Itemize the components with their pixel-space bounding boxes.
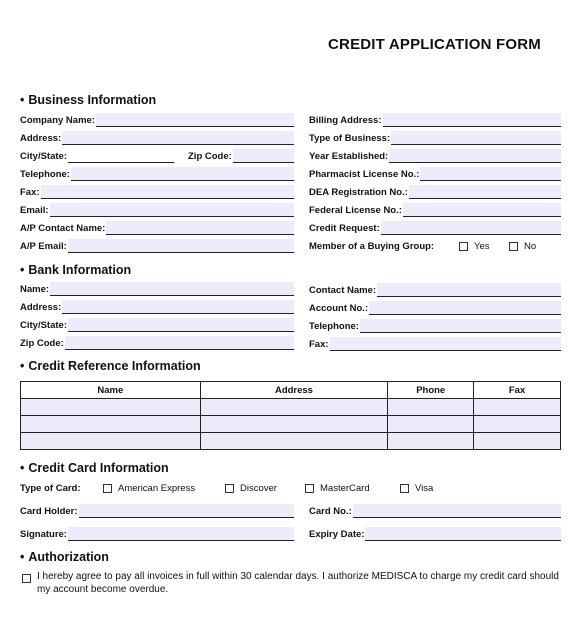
bank-fax-row bbox=[309, 336, 561, 351]
card-holder-label: Card Holder: bbox=[20, 506, 78, 517]
table-cell[interactable] bbox=[388, 416, 474, 433]
bullet-icon: • bbox=[20, 359, 25, 373]
type-of-business-row bbox=[309, 130, 561, 145]
federal-license-field[interactable] bbox=[403, 203, 561, 217]
bank-name-label: Name: bbox=[20, 284, 50, 295]
address-label: Address: bbox=[20, 133, 62, 144]
address-field[interactable] bbox=[62, 131, 294, 145]
bank-telephone-field[interactable] bbox=[360, 319, 561, 333]
table-cell[interactable] bbox=[200, 433, 388, 450]
table-cell[interactable] bbox=[21, 399, 201, 416]
bank-name-row bbox=[20, 281, 294, 296]
email-field[interactable] bbox=[50, 203, 294, 217]
year-established-label: Year Established: bbox=[309, 151, 389, 162]
card-option-label: Visa bbox=[415, 483, 434, 494]
year-established-row bbox=[309, 148, 561, 163]
column-header-address: Address bbox=[200, 382, 388, 399]
dea-registration-label: DEA Registration No.: bbox=[309, 187, 408, 198]
table-cell[interactable] bbox=[474, 416, 561, 433]
telephone-field[interactable] bbox=[71, 167, 294, 181]
ap-email-row bbox=[20, 238, 294, 253]
bank-telephone-row bbox=[309, 318, 561, 333]
type-of-business-field[interactable] bbox=[391, 131, 561, 145]
bank-zip-code-row bbox=[20, 335, 294, 350]
buying-group-label: Member of a Buying Group: bbox=[309, 241, 435, 252]
bank-account-row bbox=[309, 300, 561, 315]
email-row bbox=[20, 202, 294, 217]
card-no-row bbox=[309, 503, 561, 518]
checkbox-icon[interactable] bbox=[225, 484, 234, 493]
bank-zip-code-field[interactable] bbox=[65, 336, 294, 350]
section-business-title: Business Information bbox=[28, 93, 157, 107]
federal-license-label: Federal License No.: bbox=[309, 205, 402, 216]
dea-registration-row bbox=[309, 184, 561, 199]
bullet-icon: • bbox=[20, 550, 25, 564]
signature-row bbox=[20, 526, 294, 541]
company-name-field[interactable] bbox=[96, 113, 294, 127]
table-cell[interactable] bbox=[21, 433, 201, 450]
bank-address-row bbox=[20, 299, 294, 314]
billing-address-label: Billing Address: bbox=[309, 115, 382, 126]
card-option-mastercard[interactable] bbox=[305, 483, 370, 494]
section-credit-ref-title: Credit Reference Information bbox=[28, 359, 201, 373]
bank-telephone-label: Telephone: bbox=[309, 321, 359, 332]
fax-row bbox=[20, 184, 294, 199]
section-bank-title: Bank Information bbox=[28, 263, 132, 277]
authorization-checkbox[interactable] bbox=[22, 574, 31, 583]
card-option-visa[interactable] bbox=[400, 483, 433, 494]
table-row bbox=[21, 399, 561, 416]
section-authorization-title: Authorization bbox=[28, 550, 109, 564]
bullet-icon: • bbox=[20, 461, 25, 475]
ap-email-label: A/P Email: bbox=[20, 241, 67, 252]
column-header-name: Name bbox=[21, 382, 201, 399]
company-name-label: Company Name: bbox=[20, 115, 95, 126]
bank-city-state-row bbox=[20, 317, 294, 332]
billing-address-field[interactable] bbox=[383, 113, 562, 127]
expiry-date-row bbox=[309, 526, 561, 541]
credit-reference-table bbox=[20, 381, 561, 450]
company-name-row bbox=[20, 112, 294, 127]
credit-request-label: Credit Request: bbox=[309, 223, 380, 234]
ap-contact-row bbox=[20, 220, 294, 235]
billing-address-row bbox=[309, 112, 561, 127]
ap-email-field[interactable] bbox=[68, 239, 294, 253]
credit-request-row bbox=[309, 220, 561, 235]
buying-group-row bbox=[309, 238, 449, 253]
no-label: No bbox=[524, 241, 537, 252]
city-state-label: City/State: bbox=[20, 151, 67, 162]
card-option-label: Discover bbox=[240, 483, 277, 494]
card-option-discover[interactable] bbox=[225, 483, 277, 494]
bank-address-field[interactable] bbox=[62, 300, 294, 314]
section-credit-card-title: Credit Card Information bbox=[28, 461, 169, 475]
card-holder-row bbox=[20, 503, 294, 518]
pharmacist-license-row bbox=[309, 166, 561, 181]
form-title: CREDIT APPLICATION FORM bbox=[328, 36, 541, 53]
table-cell[interactable] bbox=[388, 399, 474, 416]
year-established-field[interactable] bbox=[389, 149, 561, 163]
buying-group-yes[interactable] bbox=[459, 241, 490, 252]
zip-code-field[interactable] bbox=[233, 149, 294, 163]
address-row bbox=[20, 130, 294, 145]
email-label: Email: bbox=[20, 205, 49, 216]
fax-field[interactable] bbox=[41, 185, 294, 199]
card-option-label: American Express bbox=[118, 483, 196, 494]
checkbox-icon[interactable] bbox=[509, 242, 518, 251]
checkbox-icon[interactable] bbox=[400, 484, 409, 493]
signature-field[interactable] bbox=[68, 527, 294, 541]
table-cell[interactable] bbox=[200, 399, 388, 416]
bank-account-label: Account No.: bbox=[309, 303, 369, 314]
ap-contact-field[interactable] bbox=[106, 221, 294, 235]
bank-fax-field[interactable] bbox=[330, 337, 561, 351]
telephone-row bbox=[20, 166, 294, 181]
dea-registration-field[interactable] bbox=[409, 185, 561, 199]
section-credit-card bbox=[20, 461, 169, 475]
card-no-label: Card No.: bbox=[309, 506, 352, 517]
city-state-row bbox=[20, 148, 174, 163]
type-of-card-row bbox=[20, 480, 100, 495]
pharmacist-license-label: Pharmacist License No.: bbox=[309, 169, 420, 180]
table-row bbox=[21, 416, 561, 433]
zip-code-row bbox=[188, 148, 294, 163]
section-credit-ref bbox=[20, 359, 201, 373]
bank-city-state-label: City/State: bbox=[20, 320, 67, 331]
fax-label: Fax: bbox=[20, 187, 40, 198]
column-header-fax: Fax bbox=[474, 382, 561, 399]
table-cell[interactable] bbox=[388, 433, 474, 450]
type-of-card-label: Type of Card: bbox=[20, 483, 81, 494]
expiry-date-label: Expiry Date: bbox=[309, 529, 365, 540]
checkbox-icon[interactable] bbox=[459, 242, 468, 251]
section-authorization bbox=[20, 550, 109, 564]
ap-contact-label: A/P Contact Name: bbox=[20, 223, 106, 234]
card-option-label: MasterCard bbox=[320, 483, 370, 494]
zip-code-label: Zip Code: bbox=[188, 151, 232, 162]
federal-license-row bbox=[309, 202, 561, 217]
bank-contact-label: Contact Name: bbox=[309, 285, 377, 296]
bank-name-field[interactable] bbox=[50, 282, 294, 296]
bank-contact-row bbox=[309, 282, 561, 297]
checkbox-icon[interactable] bbox=[103, 484, 112, 493]
table-cell[interactable] bbox=[200, 416, 388, 433]
authorization-text: I hereby agree to pay all invoices in full within 30 calendar days. I authorize MEDISCA to charge my credit card should my account become overdue. bbox=[37, 571, 559, 595]
credit-request-field[interactable] bbox=[381, 221, 561, 235]
bank-city-state-field[interactable] bbox=[68, 318, 294, 332]
column-header-phone: Phone bbox=[388, 382, 474, 399]
bullet-icon: • bbox=[20, 93, 25, 107]
section-business bbox=[20, 93, 156, 107]
table-cell[interactable] bbox=[21, 416, 201, 433]
bullet-icon: • bbox=[20, 263, 25, 277]
bank-fax-label: Fax: bbox=[309, 339, 329, 350]
bank-account-field[interactable] bbox=[369, 301, 561, 315]
card-holder-field[interactable] bbox=[79, 504, 294, 518]
table-cell[interactable] bbox=[474, 433, 561, 450]
type-of-business-label: Type of Business: bbox=[309, 133, 391, 144]
yes-label: Yes bbox=[474, 241, 490, 252]
table-header-row bbox=[21, 382, 561, 399]
city-state-field[interactable] bbox=[68, 149, 174, 163]
bank-zip-code-label: Zip Code: bbox=[20, 338, 64, 349]
signature-label: Signature: bbox=[20, 529, 67, 540]
section-bank bbox=[20, 263, 131, 277]
card-option-amex[interactable] bbox=[103, 483, 195, 494]
table-row bbox=[21, 433, 561, 450]
buying-group-no[interactable] bbox=[509, 241, 536, 252]
card-no-field[interactable] bbox=[353, 504, 561, 518]
checkbox-icon[interactable] bbox=[305, 484, 314, 493]
table-cell[interactable] bbox=[474, 399, 561, 416]
bank-contact-field[interactable] bbox=[377, 283, 561, 297]
expiry-date-field[interactable] bbox=[365, 527, 561, 541]
pharmacist-license-field[interactable] bbox=[420, 167, 561, 181]
telephone-label: Telephone: bbox=[20, 169, 70, 180]
bank-address-label: Address: bbox=[20, 302, 62, 313]
